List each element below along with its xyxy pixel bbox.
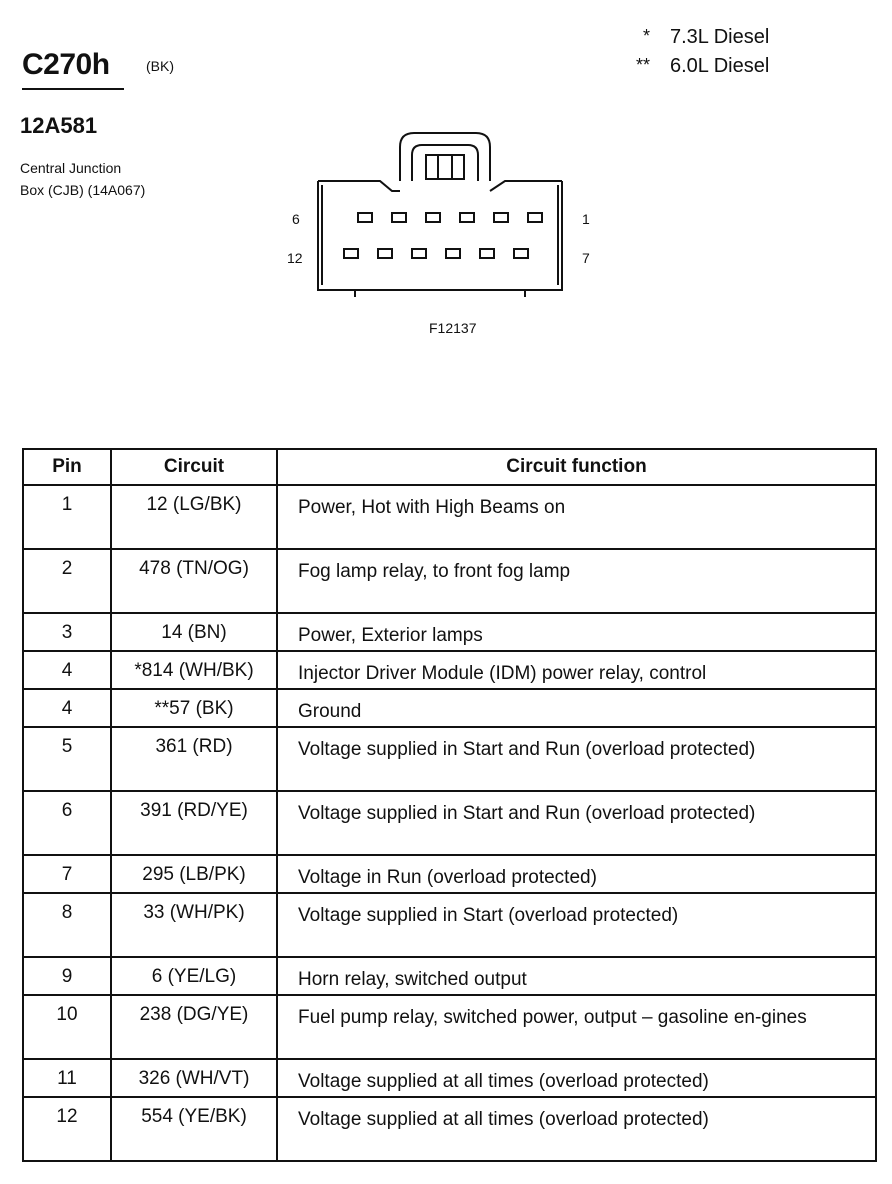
circuit-function-cell: Ground <box>277 689 876 727</box>
circuit-function-cell: Voltage supplied in Start (overload protected) <box>277 893 876 957</box>
table-row <box>23 651 876 689</box>
note-mark-double: ** <box>635 55 650 75</box>
circuit-function-cell: Voltage supplied in Start and Run (overload protected) <box>277 727 876 791</box>
circuit-cell: 391 (RD/YE) <box>111 791 277 855</box>
circuit-cell: 238 (DG/YE) <box>111 995 277 1059</box>
circuit-cell: 12 (LG/BK) <box>111 485 277 549</box>
pin-cell: 4 <box>23 689 111 727</box>
pin-cell: 10 <box>23 995 111 1059</box>
pin-label-1: 1 <box>582 211 590 227</box>
table-row <box>23 791 876 855</box>
table-row <box>23 613 876 651</box>
table-header-row <box>23 449 876 485</box>
circuit-cell: 478 (TN/OG) <box>111 549 277 613</box>
table-row <box>23 1059 876 1097</box>
circuit-function-cell: Voltage supplied at all times (overload protected) <box>277 1059 876 1097</box>
circuit-function-cell: Voltage supplied in Start and Run (overload protected) <box>277 791 876 855</box>
circuit-function-cell: Horn relay, switched output <box>277 957 876 995</box>
table-row <box>23 727 876 791</box>
table-row <box>23 995 876 1059</box>
part-number: 12A581 <box>20 113 98 138</box>
pin-cell: 9 <box>23 957 111 995</box>
header-circuit-function: Circuit function <box>277 449 876 485</box>
pin-label-12: 12 <box>287 250 303 266</box>
pin-cell: 5 <box>23 727 111 791</box>
figure-id: F12137 <box>429 320 477 336</box>
connector-face-diagram <box>300 125 580 305</box>
table-row <box>23 549 876 613</box>
circuit-function-cell: Fuel pump relay, switched power, output – gasoline en-gines <box>277 995 876 1059</box>
pin-cell: 8 <box>23 893 111 957</box>
circuit-cell: 33 (WH/PK) <box>111 893 277 957</box>
note-mark-single: * <box>642 26 650 46</box>
title-underline <box>22 88 124 90</box>
header-pin: Pin <box>23 449 111 485</box>
circuit-cell: 554 (YE/BK) <box>111 1097 277 1161</box>
pin-label-7: 7 <box>582 250 590 266</box>
table-row <box>23 485 876 549</box>
pin-cell: 2 <box>23 549 111 613</box>
circuit-function-cell: Voltage in Run (overload protected) <box>277 855 876 893</box>
circuit-cell: *814 (WH/BK) <box>111 651 277 689</box>
circuit-function-cell: Power, Hot with High Beams on <box>277 485 876 549</box>
table-row <box>23 855 876 893</box>
pin-table <box>22 448 877 1162</box>
circuit-function-cell: Voltage supplied at all times (overload protected) <box>277 1097 876 1161</box>
table-row <box>23 689 876 727</box>
circuit-function-cell: Power, Exterior lamps <box>277 613 876 651</box>
table-row <box>23 1097 876 1161</box>
pin-cell: 7 <box>23 855 111 893</box>
circuit-cell: 326 (WH/VT) <box>111 1059 277 1097</box>
note-text-double: 6.0L Diesel <box>670 55 770 77</box>
header-circuit: Circuit <box>111 449 277 485</box>
pin-cell: 12 <box>23 1097 111 1161</box>
location-line-1: Central Junction <box>20 160 122 176</box>
pin-cell: 1 <box>23 485 111 549</box>
pin-cell: 6 <box>23 791 111 855</box>
circuit-function-cell: Fog lamp relay, to front fog lamp <box>277 549 876 613</box>
circuit-function-cell: Injector Driver Module (IDM) power relay, control <box>277 651 876 689</box>
circuit-cell: 361 (RD) <box>111 727 277 791</box>
note-text-single: 7.3L Diesel <box>670 26 770 48</box>
connector-color: (BK) <box>146 58 174 74</box>
pin-cell: 3 <box>23 613 111 651</box>
circuit-cell: 6 (YE/LG) <box>111 957 277 995</box>
table-row <box>23 893 876 957</box>
location-line-2: Box (CJB) (14A067) <box>20 182 146 198</box>
circuit-cell: **57 (BK) <box>111 689 277 727</box>
connector-id: C270h <box>22 48 110 81</box>
pin-cell: 11 <box>23 1059 111 1097</box>
pin-cell: 4 <box>23 651 111 689</box>
circuit-cell: 295 (LB/PK) <box>111 855 277 893</box>
circuit-cell: 14 (BN) <box>111 613 277 651</box>
table-row <box>23 957 876 995</box>
pin-label-6: 6 <box>292 211 300 227</box>
